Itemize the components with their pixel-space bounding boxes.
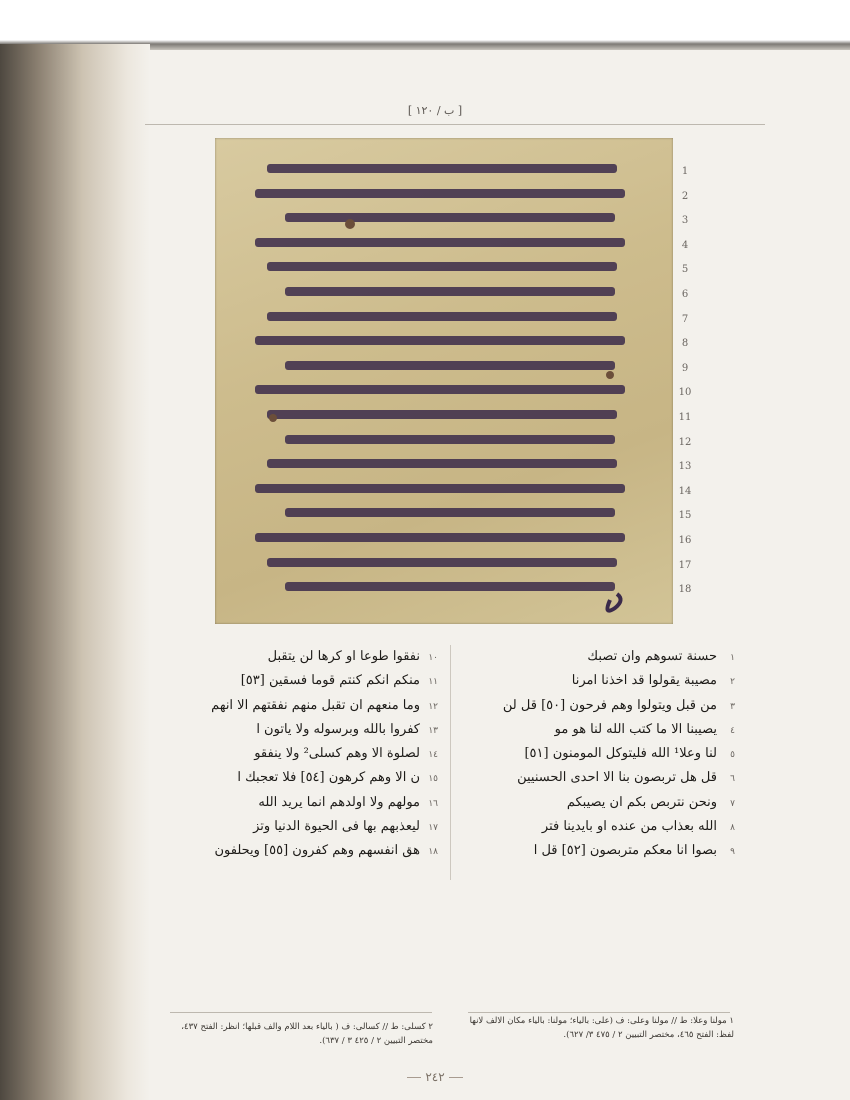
manuscript-flourish (215, 138, 673, 624)
transcription-line-number: ١٧ (428, 823, 438, 834)
transcription-line-number: ١٢ (428, 701, 438, 712)
manuscript-line-number: 15 (678, 510, 692, 522)
manuscript-line-number: 3 (681, 215, 689, 227)
transcription-line-number: ٣ (730, 701, 735, 712)
transcription-line (455, 815, 735, 839)
transcription-column-left (158, 645, 438, 864)
transcription-line (455, 645, 735, 669)
transcription-line (158, 718, 438, 742)
transcription-line (158, 645, 438, 669)
transcription-line-text: يصيبنا الا ما كتب الله لنا هو مو (554, 721, 717, 737)
transcription-line-number: ٨ (730, 823, 735, 834)
transcription-line-text: ليعذبهم بها فى الحيوة الدنيا وتز (253, 819, 420, 835)
transcription-line (158, 694, 438, 718)
transcription-line (455, 791, 735, 815)
transcription-line-number: ٥ (730, 750, 735, 761)
transcription-line (158, 815, 438, 839)
transcription-line-number: ٦ (730, 774, 735, 785)
manuscript-line-number: 14 (678, 485, 692, 497)
verse-marker-icon (345, 219, 355, 229)
verse-marker-icon (606, 371, 614, 379)
transcription-line-text: لنا وعلا¹ الله فليتوكل المومنون [٥١] (524, 746, 717, 762)
transcription-line-number: ١٥ (428, 774, 438, 785)
transcription-line (455, 694, 735, 718)
transcription-line-number: ١١ (428, 677, 438, 688)
manuscript-image (215, 138, 673, 624)
footnote-rule-right (468, 1012, 730, 1013)
transcription-line-text: الله بعذاب من عنده او بايدينا فتر (541, 819, 717, 835)
transcription-line-number: ١٠ (428, 653, 438, 663)
manuscript-line-number: 13 (678, 461, 692, 473)
transcription-line (158, 742, 438, 766)
footnote-right: ١ مولنا وعلا: ط // مولنا وعلى: ف (على: بالياء؛ مولنا: بالياء مكان الالف لانها لفظ: الفتح ٤٦٥، مختصر التبيين ٢ / ٤٧٥ ٣/ ٦٢٧). (469, 1016, 734, 1040)
transcription-line (158, 839, 438, 863)
transcription-line-text: بصوا انا معكم متربصون [٥٢] قل ا (533, 843, 717, 859)
transcription-line-text: منكم انكم كنتم قوما فسقين [٥٣] (240, 673, 420, 689)
manuscript-line-number: 2 (681, 190, 689, 202)
transcription-line-text: لصلوة الا وهم كسلى² ولا ينفقو (254, 746, 420, 762)
transcription-line-text: من قبل ويتولوا وهم فرحون [٥٠] قل لن (502, 697, 717, 713)
header-rule (145, 124, 765, 125)
manuscript-line-number: 12 (678, 436, 692, 448)
transcription-line (158, 766, 438, 790)
transcription-line-number: ٤ (730, 725, 735, 736)
manuscript-line-number: 7 (681, 313, 689, 325)
transcription-line-text: حسنة تسوهم وان تصبك (587, 649, 717, 664)
manuscript-line-number: 8 (681, 338, 689, 350)
manuscript-line-number: 6 (681, 289, 689, 300)
transcription-line (455, 718, 735, 742)
transcription-line-text: ن الا وهم كرهون [٥٤] فلا تعجبك ا (237, 770, 420, 786)
transcription-line-number: ١٣ (428, 725, 438, 736)
transcription-line-number: ٢ (730, 677, 735, 688)
transcription-line-text: وما منعهم ان تقبل منهم نفقتهم الا انهم (211, 697, 420, 713)
transcription-line-text: كفروا بالله وبرسوله ولا ياتون ا (256, 721, 420, 737)
transcription-line-number: ١٦ (428, 798, 438, 809)
verse-marker-icon (269, 414, 277, 422)
transcription-line-number: ١٤ (428, 750, 438, 761)
transcription-line-number: ٩ (730, 847, 735, 858)
transcription-line-number: ٧ (730, 798, 735, 809)
transcription-line-text: ونحن نتربص بكم ان يصيبكم (566, 794, 717, 810)
manuscript-line-number: 18 (678, 584, 692, 596)
transcription-column-right (455, 645, 735, 864)
transcription-line (455, 742, 735, 766)
folio-reference: [ ب / ١٢٠ ] (407, 104, 463, 117)
transcription-line (158, 791, 438, 815)
transcription-line-text: نفقوا طوعا او كرها لن يتقبل (267, 649, 420, 664)
page-number: ٢٤٢ (395, 1070, 475, 1084)
transcription-line-text: مصيبة يقولوا قد اخذنا امرنا (571, 673, 717, 689)
manuscript-line-number: 1 (681, 166, 689, 177)
transcription-line-number: ١ (730, 653, 735, 663)
footnote-rule-left (170, 1012, 432, 1013)
manuscript-line-number: 9 (681, 362, 689, 374)
manuscript-line-number: 16 (678, 535, 692, 546)
scan-top-margin (0, 0, 850, 44)
book-gutter-shadow (0, 44, 150, 1100)
transcription-line (158, 669, 438, 693)
footnote-left: ٢ كسلى: ط // كسالى: ف ( بالياء بعد اللام والف قبلها؛ انظر: الفتح ٤٣٧، مختصر التبيين ٢ / ٤٢٥ ٣ / ٦٣٧). (181, 1022, 433, 1046)
transcription-line-text: قل هل تربصون بنا الا احدى الحسنيين (517, 770, 717, 786)
manuscript-line-number: 11 (678, 412, 692, 423)
transcription-line (455, 766, 735, 790)
transcription-line (455, 669, 735, 693)
transcription-line (455, 839, 735, 863)
manuscript-line-number: 4 (681, 239, 689, 251)
transcription-line-text: مولهم ولا اولدهم انما يريد الله (258, 794, 420, 810)
column-divider (450, 645, 451, 880)
transcription-line-text: هق انفسهم وهم كفرون [٥٥] ويحلفون (214, 843, 420, 859)
manuscript-line-number: 10 (678, 387, 692, 399)
manuscript-line-number: 5 (681, 264, 689, 276)
transcription-line-number: ١٨ (428, 847, 438, 858)
manuscript-line-number: 17 (678, 559, 692, 571)
